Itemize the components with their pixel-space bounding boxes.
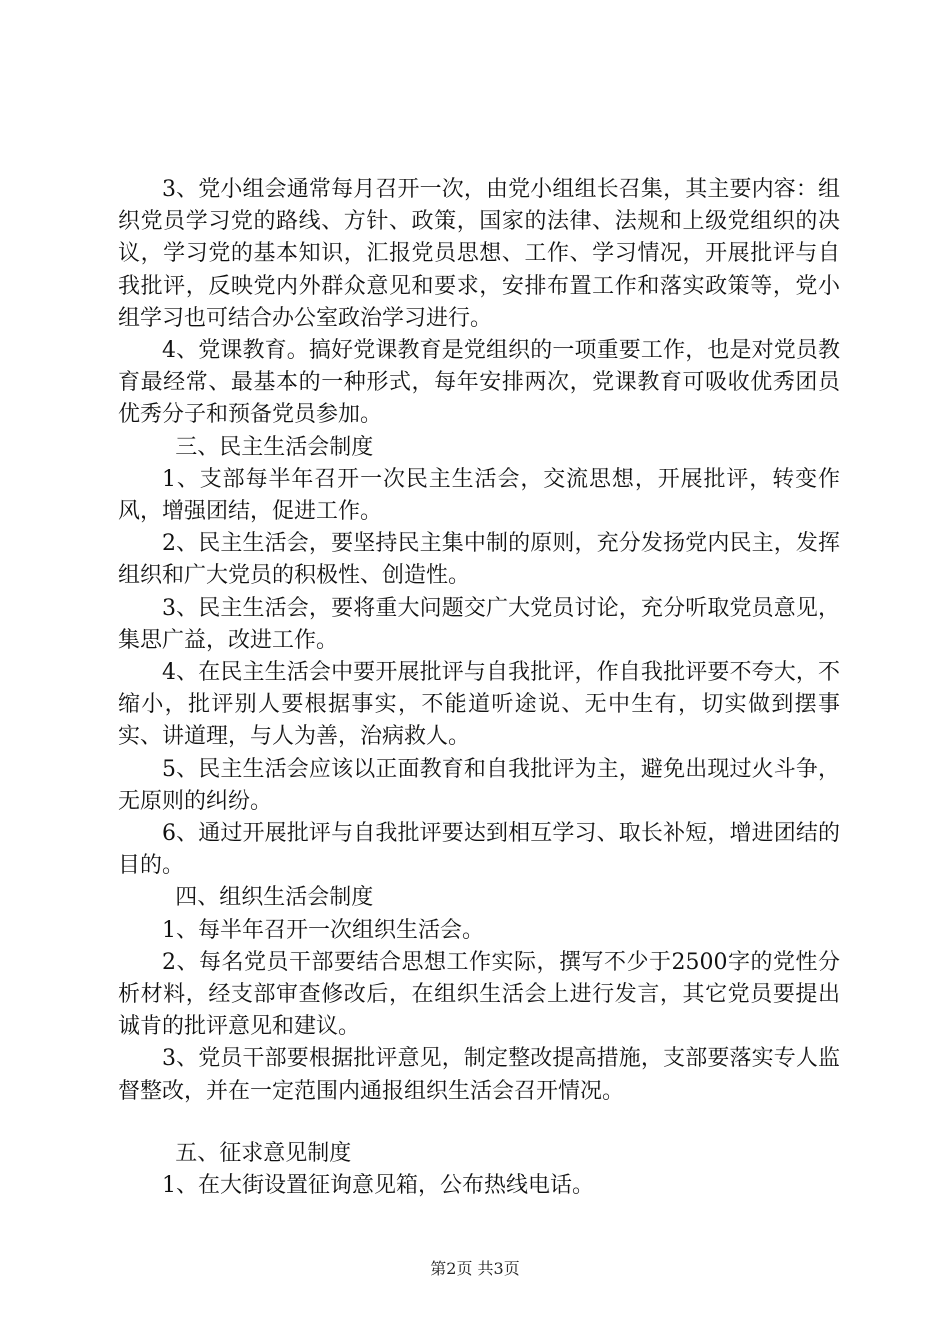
section-heading-organization-life: 四、组织生活会制度	[175, 885, 374, 911]
paragraph-democratic-3: 3、民主生活会，要将重大问题交广大党员讨论，充分听取党员意见，集思广益，改进工作。	[118, 595, 840, 653]
paragraph-organization-3: 3、党员干部要根据批评意见，制定整改提高措施，支部要落实专人监督整改，并在一定范围内通报组织生活会召开情况。	[118, 1046, 840, 1104]
paragraph-party-group-meeting: 3、党小组会通常每月召开一次，由党小组组长召集，其主要内容：组织党员学习党的路线、方针、政策，国家的法律、法规和上级党组织的决议，学习党的基本知识，汇报党员思想、工作、学习情况，开展批评与自我批评，反映党内外群众意见和要求，安排布置工作和落实政策等，党小组学习也可结合办公室政治学习进行。	[118, 177, 840, 331]
paragraph-organization-1: 1、每半年召开一次组织生活会。	[162, 917, 484, 943]
page-footer: 第2页 共3页	[430, 1259, 520, 1278]
paragraph-democratic-4: 4、在民主生活会中要开展批评与自我批评，作自我批评要不夸大，不缩小，批评别人要根据事实，不能道听途说、无中生有，切实做到摆事实、讲道理，与人为善，治病救人。	[118, 660, 840, 750]
paragraph-democratic-5: 5、民主生活会应该以正面教育和自我批评为主，避免出现过火斗争，无原则的纠纷。	[118, 756, 840, 814]
section-heading-democratic-life: 三、民主生活会制度	[175, 434, 374, 460]
section-heading-soliciting-opinions: 五、征求意见制度	[175, 1140, 352, 1166]
paragraph-democratic-2: 2、民主生活会，要坚持民主集中制的原则，充分发扬党内民主，发挥组织和广大党员的积极性、创造性。	[118, 531, 840, 589]
paragraph-party-lecture: 4、党课教育。搞好党课教育是党组织的一项重要工作，也是对党员教育最经常、最基本的一种形式，每年安排两次，党课教育可吸收优秀团员优秀分子和预备党员参加。	[118, 338, 840, 428]
paragraph-soliciting-1: 1、在大街设置征询意见箱，公布热线电话。	[162, 1173, 594, 1199]
paragraph-organization-2: 2、每名党员干部要结合思想工作实际，撰写不少于2500字的党性分析材料，经支部审查修改后，在组织生活会上进行发言，其它党员要提出诚肯的批评意见和建议。	[118, 949, 840, 1040]
section-spacer	[118, 1108, 840, 1138]
paragraph-democratic-6: 6、通过开展批评与自我批评要达到相互学习、取长补短，增进团结的目的。	[118, 821, 840, 879]
document-body	[118, 174, 840, 1202]
paragraph-democratic-1: 1、支部每半年召开一次民主生活会，交流思想，开展批评，转变作风，增强团结，促进工作。	[118, 466, 840, 525]
